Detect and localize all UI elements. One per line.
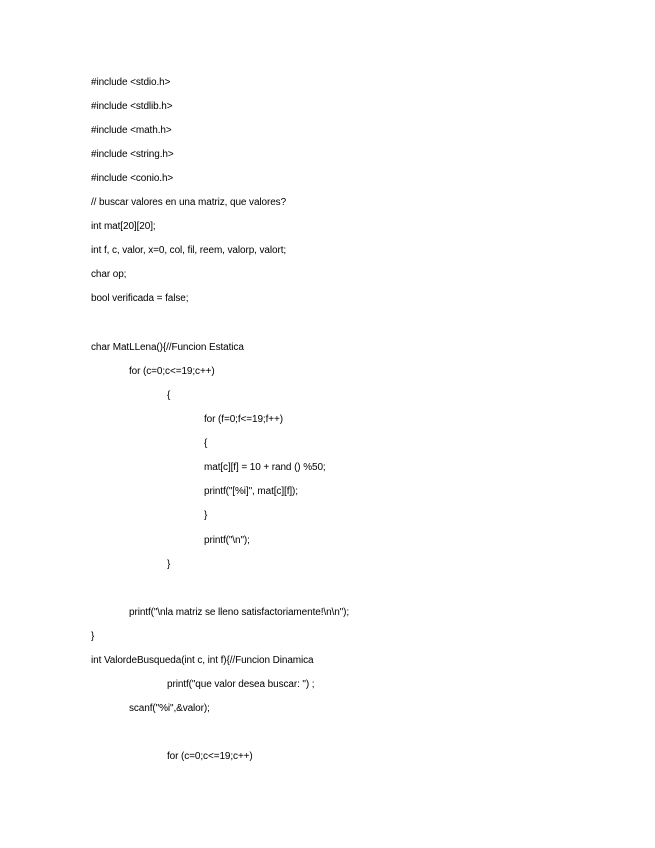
code-line-printf-newline: printf("\n");	[204, 535, 250, 546]
code-line-include-math: #include <math.h>	[91, 125, 172, 136]
code-line-bool-decl: bool verificada = false;	[91, 293, 189, 304]
code-line-for-f: for (f=0;f<=19;f++)	[204, 414, 283, 425]
code-line-close-brace: }	[167, 559, 171, 570]
code-line-printf-prompt: printf("que valor desea buscar: ") ;	[167, 679, 315, 690]
code-line-mat-assign: mat[c][f] = 10 + rand () %50;	[204, 462, 326, 473]
code-line-include-conio: #include <conio.h>	[91, 173, 174, 184]
code-line-open-brace: {	[167, 390, 171, 401]
code-line-include-stdio: #include <stdio.h>	[91, 77, 171, 88]
code-line-char-decl: char op;	[91, 269, 127, 280]
code-line-close-function: }	[91, 631, 95, 642]
code-line-include-string: #include <string.h>	[91, 149, 174, 160]
code-line-open-brace-inner: {	[204, 438, 208, 449]
code-line-mat-decl: int mat[20][20];	[91, 221, 156, 232]
code-line-scanf: scanf("%i",&valor);	[129, 703, 210, 714]
code-line-for-c: for (c=0;c<=19;c++)	[129, 366, 215, 377]
code-line-matllena-header: char MatLLena(){//Funcion Estatica	[91, 342, 244, 353]
code-line-printf-cell: printf("[%i]", mat[c][f]);	[204, 486, 298, 497]
code-line-close-brace-inner: }	[204, 510, 208, 521]
code-line-int-decl: int f, c, valor, x=0, col, fil, reem, valorp, valort;	[91, 245, 287, 256]
code-line-valordebusqueda-header: int ValordeBusqueda(int c, int f){//Funcion Dinamica	[91, 655, 314, 666]
code-line-include-stdlib: #include <stdlib.h>	[91, 101, 173, 112]
code-line-printf-success: printf("\nla matriz se lleno satisfactoriamente!\n\n");	[129, 607, 350, 618]
code-line-comment: // buscar valores en una matriz, que valores?	[91, 197, 287, 208]
code-line-for-c-second: for (c=0;c<=19;c++)	[167, 751, 253, 762]
